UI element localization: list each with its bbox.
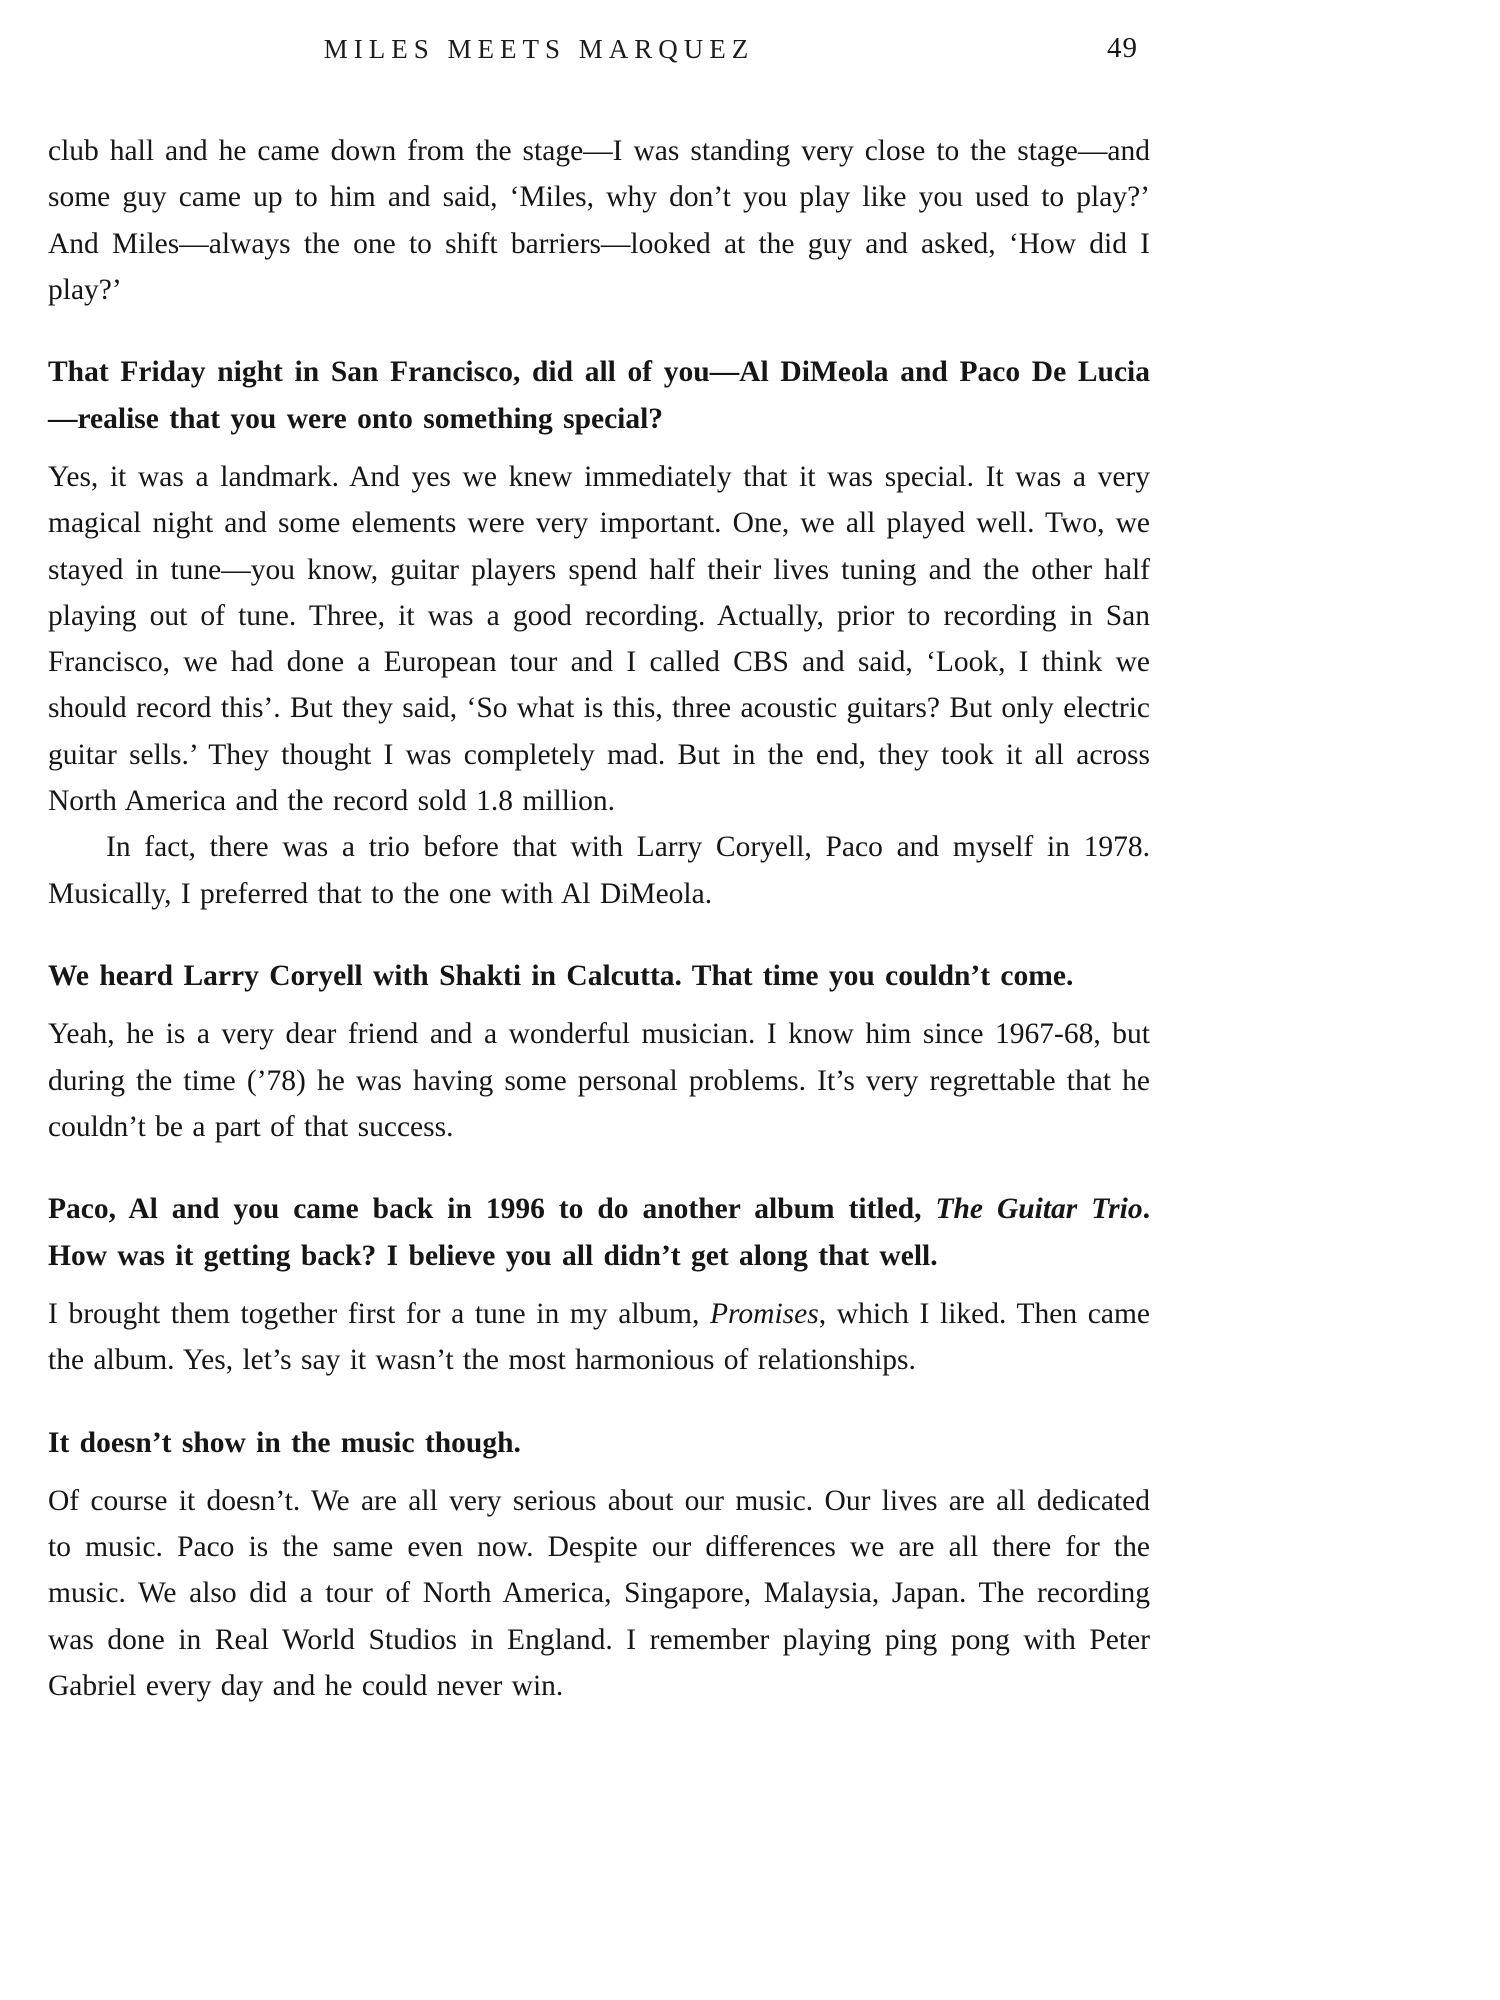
answer-3-album-title: Promises bbox=[710, 1297, 819, 1330]
intro-paragraph: club hall and he came down from the stage—I was standing very close to the stage—and some guy came up to him and said, ‘Miles, why don’t you play like you used to play?’ And Miles—always the one to shift barriers—looked at the guy and asked, ‘How did I play?’ bbox=[48, 135, 1150, 306]
answer-2-paragraph: Yeah, he is a very dear friend and a wonderful musician. I know him since 1967-68, but during the time (’78) he was having some personal problems. It’s very regrettable that he couldn’t be a part of that success. bbox=[48, 1018, 1150, 1143]
answer-3-text-end: , which I liked. Then came the album. Yes, let’s say it wasn’t the most harmonious of relationships. bbox=[48, 1297, 1150, 1377]
page-number: 49 bbox=[1107, 32, 1138, 64]
answer-1-paragraph-2: In fact, there was a trio before that with Larry Coryell, Paco and myself in 1978. Musically, I preferred that to the one with Al DiMeola. bbox=[48, 831, 1150, 910]
answer-1-paragraph-1: Yes, it was a landmark. And yes we knew immediately that it was special. It was a very magical night and some elements were very important. One, we all played well. Two, we stayed in tune—you know, guitar players spend half their lives tuning and the other half playing out of tune. Three, it was a good recording. Actually, prior to recording in San Francisco, we had done a European tour and I called CBS and said, ‘Look, I think we should record this’. But they said, ‘So what is this, three acoustic guitars? But only electric guitar sells.’ They thought I was completely mad. But in the end, they took it all across North America and the record sold 1.8 million. bbox=[48, 460, 1150, 818]
running-title: MILES MEETS MARQUEZ bbox=[323, 34, 755, 64]
answer-3-paragraph bbox=[48, 1291, 1150, 1384]
question-3-text-start: Paco, Al and you came back in 1996 to do another album titled, bbox=[48, 1193, 936, 1226]
question-1: That Friday night in San Francisco, did all of you—Al DiMeola and Paco De Lucia—realise that you were onto something special? bbox=[48, 356, 1150, 435]
question-3-album-title: The Guitar Trio bbox=[935, 1193, 1143, 1226]
question-2: We heard Larry Coryell with Shakti in Calcutta. That time you couldn’t come. bbox=[48, 960, 1074, 992]
page-header bbox=[48, 34, 1150, 78]
answer-4-paragraph: Of course it doesn’t. We are all very serious about our music. Our lives are all dedicated to music. Paco is the same even now. Despite our differences we are all there for the music. We also did a tour of North America, Singapore, Malaysia, Japan. The recording was done in Real World Studios in England. I remember playing ping pong with Peter Gabriel every day and he could never win. bbox=[48, 1484, 1150, 1703]
question-3 bbox=[48, 1186, 1150, 1279]
answer-3-text-start: I brought them together first for a tune in my album, bbox=[48, 1297, 711, 1330]
page-content bbox=[48, 34, 1150, 1709]
question-4: It doesn’t show in the music though. bbox=[48, 1426, 521, 1459]
question-3-text-end: . How was it getting back? I believe you all didn’t get along that well. bbox=[48, 1193, 1150, 1272]
